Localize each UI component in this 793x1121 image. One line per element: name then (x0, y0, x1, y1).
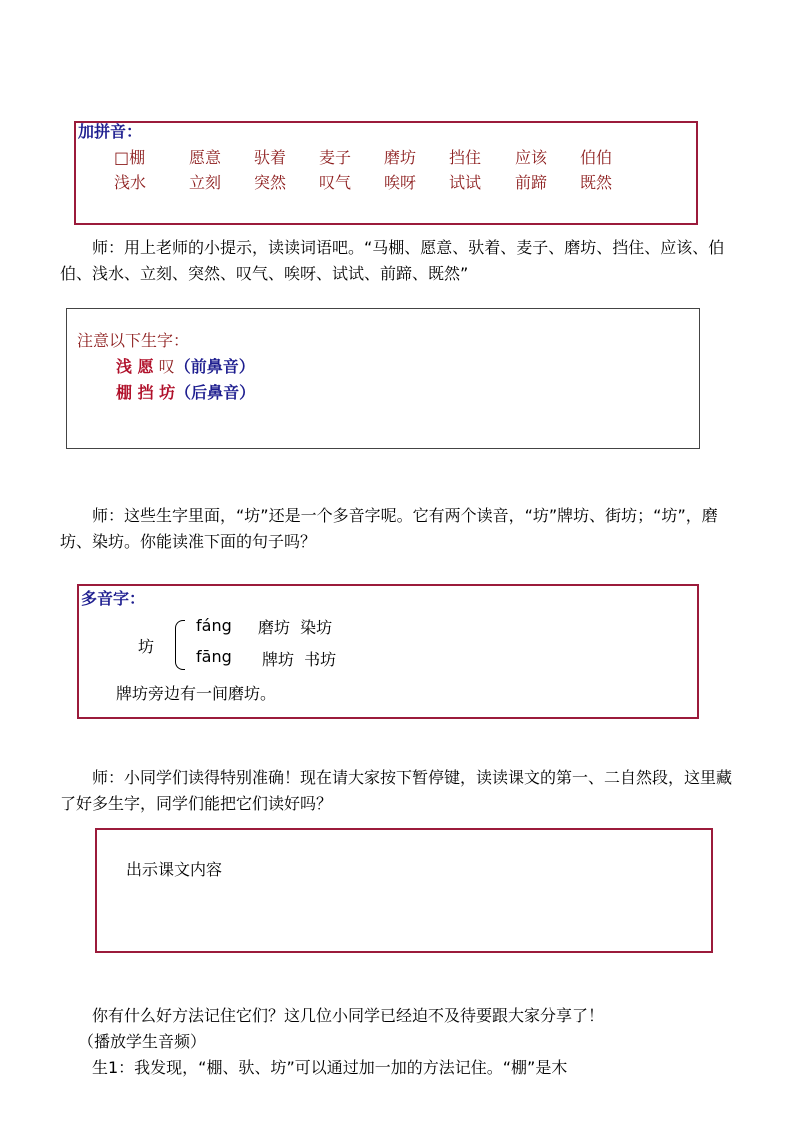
polyphonic-char: 坊 (138, 637, 155, 656)
note-line-1 (116, 355, 255, 379)
student-paragraph-1: 生1：我发现，“棚、驮、坊”可以通过加一加的方法记住。“棚”是木 (92, 1058, 568, 1077)
word-r1-5: 磨坊 (384, 148, 417, 167)
pinyin-box-title: 加拼音： (78, 122, 143, 141)
audio-note: （播放学生音频） (78, 1032, 207, 1051)
teacher-paragraph-2: 师：这些生字里面，“坊”还是一个多音字呢。它有两个读音，“坊”牌坊、街坊；“坊”，磨坊、染坊。你能读准下面的句子吗？ (60, 506, 718, 551)
word-r2-6: 试试 (449, 173, 482, 192)
teacher-paragraph-4: 你有什么好方法记住它们？这几位小同学已经迫不及待要跟大家分享了！ (92, 1006, 605, 1025)
front-nasal-chars: 浅 愿 (116, 357, 154, 376)
word-r1-7: 应该 (515, 148, 548, 167)
word-r2-8: 既然 (580, 173, 613, 192)
polyphonic-box-title: 多音字： (81, 589, 146, 608)
word-r1-8: 伯伯 (580, 148, 613, 167)
lesson-content-text: 出示课文内容 (126, 860, 223, 879)
note-box-title: 注意以下生字： (77, 331, 190, 350)
reading-2-pinyin: fāng (196, 647, 232, 666)
brace-symbol (175, 620, 185, 670)
word-r1-4: 麦子 (319, 148, 352, 167)
word-r1-1: □棚 (114, 148, 146, 167)
reading-2-words: 牌坊 书坊 (262, 650, 337, 669)
teacher-paragraph-3: 师：小同学们读得特别准确！现在请大家按下暂停键，读读课文的第一、二自然段，这里藏了好多生字，同学们能把它们读好吗？ (60, 768, 733, 813)
front-nasal-char-3: 叹 (158, 357, 175, 376)
lesson-content-box (95, 828, 713, 953)
polyphonic-sentence: 牌坊旁边有一间磨坊。 (116, 684, 277, 703)
word-r1-3: 驮着 (254, 148, 287, 167)
note-line-2 (116, 381, 255, 405)
word-r2-2: 立刻 (189, 173, 222, 192)
reading-1-pinyin: fáng (196, 616, 232, 635)
front-nasal-label: （前鼻音） (174, 357, 255, 376)
back-nasal-label: （后鼻音） (175, 383, 256, 402)
word-r2-7: 前蹄 (515, 173, 548, 192)
word-r1-2: 愿意 (189, 148, 222, 167)
back-nasal-chars: 棚 挡 坊 (116, 383, 176, 402)
word-r2-4: 叹气 (319, 173, 352, 192)
word-r2-5: 唉呀 (384, 173, 417, 192)
teacher-paragraph-1: 师：用上老师的小提示，读读词语吧。“马棚、愿意、驮着、麦子、磨坊、挡住、应该、伯伯、浅水、立刻、突然、叹气、唉呀、试试、前蹄、既然” (60, 238, 725, 283)
word-r2-1: 浅水 (114, 173, 147, 192)
word-r1-6: 挡住 (449, 148, 482, 167)
word-r2-3: 突然 (254, 173, 287, 192)
reading-1-words: 磨坊 染坊 (258, 618, 333, 637)
